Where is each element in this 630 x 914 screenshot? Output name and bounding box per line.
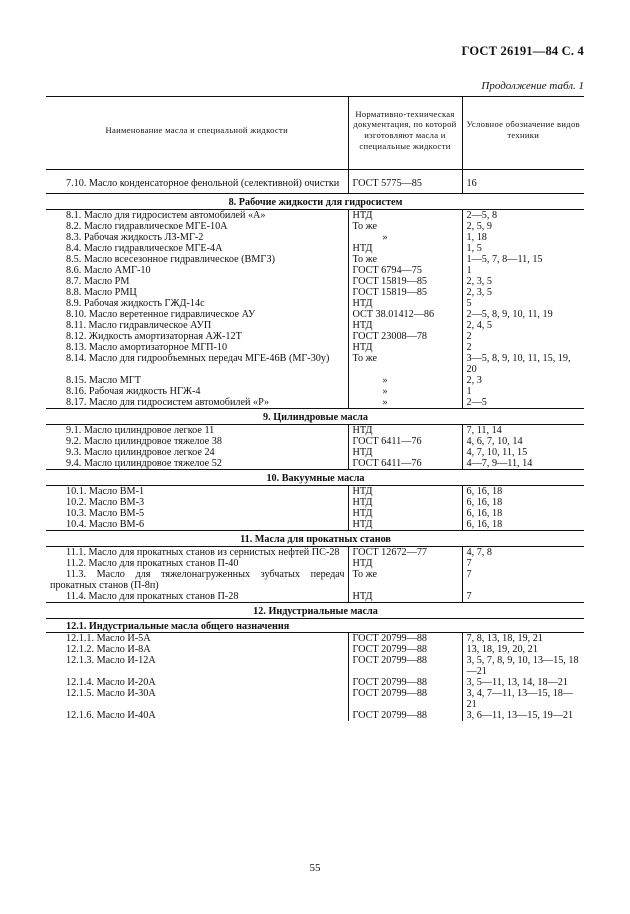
cell-name xyxy=(46,397,348,409)
cell-name-text: 12.1.6. Масло И-40А xyxy=(66,710,156,721)
cell-name-text: 12.1.4. Масло И-20А xyxy=(66,677,156,688)
cell-technique: 6, 16, 18 xyxy=(462,497,584,508)
section-header-9 xyxy=(46,409,584,425)
table-row xyxy=(46,436,584,447)
cell-name-text: 12.1.2. Масло И-8А xyxy=(66,644,151,655)
table-row xyxy=(46,655,584,677)
cell-document: НТД xyxy=(348,497,462,508)
table-row xyxy=(46,558,584,569)
cell-name xyxy=(46,633,348,645)
cell-document: ГОСТ 20799—88 xyxy=(348,633,462,645)
cell-document: НТД xyxy=(348,425,462,437)
cell-name xyxy=(46,591,348,603)
cell-technique: 1—5, 7, 8—11, 15 xyxy=(462,254,584,265)
cell-name-text: 8.12. Жидкость амортизаторная АЖ-12Т xyxy=(66,331,242,342)
spacer-row xyxy=(46,170,584,179)
table-row xyxy=(46,276,584,287)
cell-document: ГОСТ 20799—88 xyxy=(348,655,462,677)
table-row xyxy=(46,497,584,508)
cell-technique: 5 xyxy=(462,298,584,309)
cell-technique: 1, 5 xyxy=(462,243,584,254)
section-header-10 xyxy=(46,470,584,486)
table-row xyxy=(46,265,584,276)
cell-name-text: 10.2. Масло ВМ-3 xyxy=(66,497,145,508)
cell-name-text: 8.4. Масло гидравлическое МГЕ-4А xyxy=(66,243,223,254)
table-row xyxy=(46,210,584,222)
cell-document: НТД xyxy=(348,342,462,353)
cell-name-text: 11.3. Масло для тяжелонагруженных зубчатых передач прокатных станов (П-8п) xyxy=(50,569,345,591)
cell-technique: 7, 11, 14 xyxy=(462,425,584,437)
table-row xyxy=(46,309,584,320)
cell-name-text: 8.5. Масло всесезонное гидравлическое (ВМГЗ) xyxy=(66,254,276,265)
cell-document: ГОСТ 6794—75 xyxy=(348,265,462,276)
cell-name xyxy=(46,210,348,222)
cell-name-text: 9.2. Масло цилиндровое тяжелое 38 xyxy=(66,436,222,447)
cell-document: ГОСТ 23008—78 xyxy=(348,331,462,342)
cell-technique: 6, 16, 18 xyxy=(462,508,584,519)
cell-name-text: 12.1.1. Масло И-5А xyxy=(66,633,151,644)
cell-document: ГОСТ 6411—76 xyxy=(348,436,462,447)
cell-name-text: 8.6. Масло АМГ-10 xyxy=(66,265,151,276)
table-row xyxy=(46,386,584,397)
table-continuation-label: Продолжение табл. 1 xyxy=(481,80,584,92)
cell-document: НТД xyxy=(348,558,462,569)
cell-name-text: 8.10. Масло веретенное гидравлическое АУ xyxy=(66,309,256,320)
cell-name-text: 8.16. Рабочая жидкость НГЖ-4 xyxy=(66,386,201,397)
cell-technique: 7 xyxy=(462,569,584,591)
table-row xyxy=(46,287,584,298)
table-row xyxy=(46,331,584,342)
cell-name-text: 8.14. Масло для гидрообъемных передач МГЕ-46В (МГ-30у) xyxy=(66,353,330,364)
subsection-header-12-1 xyxy=(46,619,584,633)
cell-name-text: 9.3. Масло цилиндровое легкое 24 xyxy=(66,447,215,458)
cell-document: НТД xyxy=(348,519,462,531)
cell-name-text: 8.13. Масло амортизаторное МГП-10 xyxy=(66,342,228,353)
cell-name xyxy=(46,569,348,591)
cell-name xyxy=(46,342,348,353)
cell-technique: 2, 3, 5 xyxy=(462,276,584,287)
cell-document: ГОСТ 20799—88 xyxy=(348,688,462,710)
cell-name xyxy=(46,425,348,437)
cell-technique: 7 xyxy=(462,558,584,569)
cell-document: То же xyxy=(348,221,462,232)
cell-name xyxy=(46,458,348,470)
cell-name xyxy=(46,710,348,721)
cell-name-text: 8.2. Масло гидравлическое МГЕ-10А xyxy=(66,221,228,232)
cell-technique: 1 xyxy=(462,386,584,397)
cell-name-text: 11.4. Масло для прокатных станов П-28 xyxy=(66,591,239,602)
cell-technique: 3, 6—11, 13—15, 19—21 xyxy=(462,710,584,721)
table-row xyxy=(46,353,584,375)
cell-document: То же xyxy=(348,353,462,375)
section-title: 10. Вакуумные масла xyxy=(46,470,584,486)
table-body xyxy=(46,170,584,722)
cell-name-text: 8.8. Масло РМЦ xyxy=(66,287,137,298)
cell-document: ГОСТ 20799—88 xyxy=(348,644,462,655)
table-header-row xyxy=(46,97,584,170)
cell-name xyxy=(46,375,348,386)
cell-name xyxy=(46,486,348,498)
section-header-8 xyxy=(46,194,584,210)
column-header-name: Наименование масла и специальной жидкости xyxy=(46,97,348,170)
cell-name-text: 10.4. Масло ВМ-6 xyxy=(66,519,145,530)
cell-document: » xyxy=(348,386,462,397)
section-title: 8. Рабочие жидкости для гидросистем xyxy=(46,194,584,210)
oils-table xyxy=(46,96,584,721)
cell-technique: 6, 16, 18 xyxy=(462,486,584,498)
cell-technique: 3—5, 8, 9, 10, 11, 15, 19, 20 xyxy=(462,353,584,375)
cell-name-text: 12.1.3. Масло И-12А xyxy=(66,655,156,666)
cell-technique: 3, 5, 7, 8, 9, 10, 13—15, 18—21 xyxy=(462,655,584,677)
cell-technique: 4, 6, 7, 10, 14 xyxy=(462,436,584,447)
column-header-technique: Условное обозначение видов техники xyxy=(462,97,584,170)
cell-name xyxy=(46,298,348,309)
cell-technique: 2, 3 xyxy=(462,375,584,386)
cell-name xyxy=(46,221,348,232)
table-row xyxy=(46,243,584,254)
section-header-11 xyxy=(46,531,584,547)
cell-name xyxy=(46,243,348,254)
cell-name xyxy=(46,436,348,447)
cell-document: НТД xyxy=(348,591,462,603)
cell-name xyxy=(46,254,348,265)
cell-technique: 2, 4, 5 xyxy=(462,320,584,331)
cell-name-text: 11.2. Масло для прокатных станов П-40 xyxy=(66,558,239,569)
cell-technique: 3, 5—11, 13, 14, 18—21 xyxy=(462,677,584,688)
cell-technique: 16 xyxy=(462,178,584,189)
section-title: 9. Цилиндровые масла xyxy=(46,409,584,425)
table-row xyxy=(46,591,584,603)
cell-document: ГОСТ 20799—88 xyxy=(348,710,462,721)
cell-name xyxy=(46,386,348,397)
table-row xyxy=(46,688,584,710)
subsection-title-text: 12.1. Индустриальные масла общего назначения xyxy=(66,621,290,632)
section-title: 11. Масла для прокатных станов xyxy=(46,531,584,547)
document-code: ГОСТ 26191—84 С. 4 xyxy=(461,44,584,58)
table-row xyxy=(46,342,584,353)
cell-name xyxy=(46,320,348,331)
cell-technique: 2—5, 8, 9, 10, 11, 19 xyxy=(462,309,584,320)
cell-name xyxy=(46,677,348,688)
cell-name-text: 8.15. Масло МГТ xyxy=(66,375,141,386)
section-title: 12. Индустриальные масла xyxy=(46,603,584,619)
cell-document: » xyxy=(348,232,462,243)
cell-document: НТД xyxy=(348,508,462,519)
cell-name xyxy=(46,265,348,276)
cell-name xyxy=(46,497,348,508)
table-row xyxy=(46,633,584,645)
table-row xyxy=(46,254,584,265)
cell-document: ГОСТ 20799—88 xyxy=(348,677,462,688)
table-row xyxy=(46,508,584,519)
cell-document: То же xyxy=(348,569,462,591)
subsection-title xyxy=(46,619,584,633)
table-row xyxy=(46,547,584,559)
table-row xyxy=(46,221,584,232)
cell-name xyxy=(46,688,348,710)
cell-document: То же xyxy=(348,254,462,265)
cell-name xyxy=(46,558,348,569)
table-row xyxy=(46,569,584,591)
cell-document: НТД xyxy=(348,320,462,331)
cell-name-text: 11.1. Масло для прокатных станов из сернистых нефтей ПС-28 xyxy=(66,547,340,558)
cell-name xyxy=(46,547,348,559)
cell-name-text: 9.1. Масло цилиндровое легкое 11 xyxy=(66,425,215,436)
cell-name xyxy=(46,655,348,677)
cell-name-text: 9.4. Масло цилиндровое тяжелое 52 xyxy=(66,458,222,469)
table-row xyxy=(46,232,584,243)
cell-technique: 4, 7, 10, 11, 15 xyxy=(462,447,584,458)
column-header-document: Нормативно-техническая документация, по которой изготовляют масла и специальные жидкости xyxy=(348,97,462,170)
table-row xyxy=(46,644,584,655)
cell-technique: 1, 18 xyxy=(462,232,584,243)
cell-technique: 2—5, 8 xyxy=(462,210,584,222)
cell-name-text: 8.11. Масло гидравлическое АУП xyxy=(66,320,212,331)
cell-name-text: 7.10. Масло конденсаторное фенольной (селективной) очистки xyxy=(66,178,340,189)
cell-technique: 2 xyxy=(462,331,584,342)
cell-document: НТД xyxy=(348,243,462,254)
cell-name xyxy=(46,232,348,243)
cell-document: ГОСТ 6411—76 xyxy=(348,458,462,470)
page-number: 55 xyxy=(309,862,321,874)
table-row xyxy=(46,397,584,409)
cell-technique: 13, 18, 19, 20, 21 xyxy=(462,644,584,655)
cell-name xyxy=(46,447,348,458)
cell-name-text: 8.1. Масло для гидросистем автомобилей «А» xyxy=(66,210,266,221)
cell-name-text: 8.7. Масло РМ xyxy=(66,276,130,287)
cell-technique: 4, 7, 8 xyxy=(462,547,584,559)
cell-document: ОСТ 38.01412—86 xyxy=(348,309,462,320)
cell-name xyxy=(46,331,348,342)
cell-technique: 2 xyxy=(462,342,584,353)
cell-technique: 2, 5, 9 xyxy=(462,221,584,232)
cell-document: НТД xyxy=(348,447,462,458)
table-row xyxy=(46,458,584,470)
table-row xyxy=(46,375,584,386)
cell-name xyxy=(46,508,348,519)
table-row xyxy=(46,486,584,498)
cell-document: ГОСТ 5775—85 xyxy=(348,178,462,189)
cell-document: » xyxy=(348,375,462,386)
cell-technique: 4—7, 9—11, 14 xyxy=(462,458,584,470)
cell-document: НТД xyxy=(348,298,462,309)
cell-name xyxy=(46,287,348,298)
table-row xyxy=(46,677,584,688)
table-row xyxy=(46,298,584,309)
cell-document: НТД xyxy=(348,486,462,498)
cell-technique: 7 xyxy=(462,591,584,603)
cell-name xyxy=(46,178,348,189)
cell-technique: 6, 16, 18 xyxy=(462,519,584,531)
cell-name-text: 10.3. Масло ВМ-5 xyxy=(66,508,145,519)
table-row xyxy=(46,425,584,437)
cell-document: ГОСТ 15819—85 xyxy=(348,276,462,287)
cell-name-text: 10.1. Масло ВМ-1 xyxy=(66,486,145,497)
cell-name xyxy=(46,644,348,655)
cell-name xyxy=(46,309,348,320)
cell-name xyxy=(46,353,348,375)
cell-name-text: 8.3. Рабочая жидкость ЛЗ-МГ-2 xyxy=(66,232,204,243)
table-row xyxy=(46,447,584,458)
cell-document: ГОСТ 15819—85 xyxy=(348,287,462,298)
table-row xyxy=(46,178,584,189)
cell-technique: 7, 8, 13, 18, 19, 21 xyxy=(462,633,584,645)
cell-technique: 1 xyxy=(462,265,584,276)
cell-name-text: 12.1.5. Масло И-30А xyxy=(66,688,156,699)
cell-document: ГОСТ 12672—77 xyxy=(348,547,462,559)
table-row xyxy=(46,320,584,331)
cell-technique: 3, 4, 7—11, 13—15, 18—21 xyxy=(462,688,584,710)
cell-document: НТД xyxy=(348,210,462,222)
cell-name-text: 8.9. Рабочая жидкость ГЖД-14с xyxy=(66,298,205,309)
cell-name-text: 8.17. Масло для гидросистем автомобилей «Р» xyxy=(66,397,270,408)
cell-document: » xyxy=(348,397,462,409)
table-row xyxy=(46,710,584,721)
table-row xyxy=(46,519,584,531)
cell-name xyxy=(46,519,348,531)
cell-technique: 2—5 xyxy=(462,397,584,409)
cell-name xyxy=(46,276,348,287)
cell-technique: 2, 3, 5 xyxy=(462,287,584,298)
section-header-12 xyxy=(46,603,584,619)
